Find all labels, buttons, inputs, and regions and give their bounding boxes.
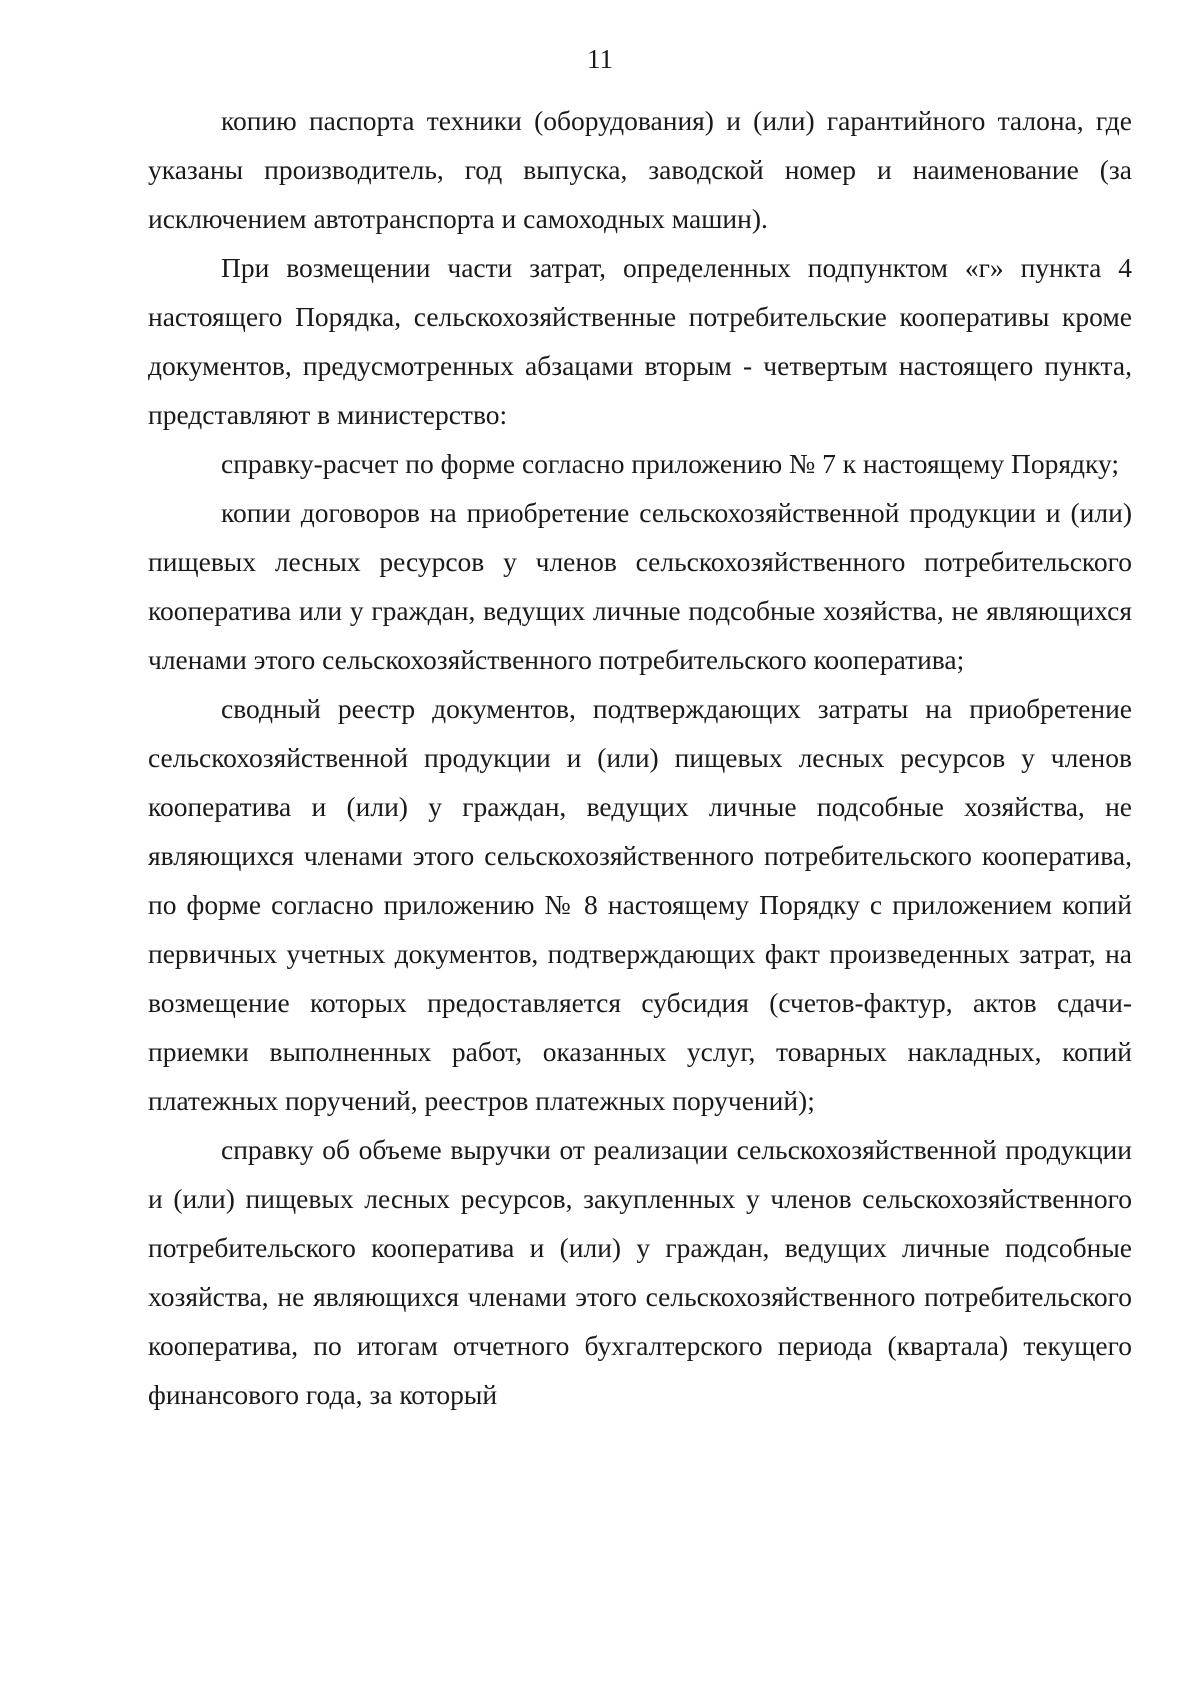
paragraph-documents-registry: сводный реестр документов, подтверждающих затраты на приобретение сельскохозяйственной продукции и (или) пищевых лесных ресурсов у членов кооператива и (или) у граждан, ведущих личные подсобные хозяйства, не являющихся членами этого сельскохозяйственного потребительского кооператива, по форме согласно приложению № 8 настоящему Порядку с приложением копий первичных учетных документов, подтверждающих факт произведенных затрат, на возмещение которых предоставляется субсидия (счетов-фактур, актов сдачи-приемки выполненных работ, оказанных услуг, товарных накладных, копий платежных поручений, реестров платежных поручений); [148, 693, 1132, 1116]
paragraph-cooperatives-requirements: При возмещении части затрат, определенных подпунктом «г» пункта 4 настоящего Порядка, сельскохозяйственные потребительские кооперативы кроме документов, предусмотренных абзацами вторым - четвертым настоящего пункта, представляют в министерство: [148, 252, 1132, 430]
document-body [148, 96, 1132, 1419]
paragraph-calculation-certificate: справку-расчет по форме согласно приложению № 7 к настоящему Порядку; [221, 448, 1120, 479]
paragraph-passport-copy: копию паспорта техники (оборудования) и (или) гарантийного талона, где указаны производитель, год выпуска, заводской номер и наименование (за исключением автотранспорта и самоходных машин). [148, 105, 1132, 234]
paragraph-contract-copies: копии договоров на приобретение сельскохозяйственной продукции и (или) пищевых лесных ресурсов у членов сельскохозяйственного потребительского кооператива или у граждан, ведущих личные подсобные хозяйства, не являющихся членами этого сельскохозяйственного потребительского кооператива; [148, 497, 1132, 675]
page-number: 11 [587, 44, 613, 74]
paragraph-revenue-certificate: справку об объеме выручки от реализации сельскохозяйственной продукции и (или) пищевых лесных ресурсов, закупленных у членов сельскохозяйственного потребительского кооператива и (или) у граждан, ведущих личные подсобные хозяйства, не являющихся членами этого сельскохозяйственного потребительского кооператива, по итогам отчетного бухгалтерского периода (квартала) текущего финансового года, за который [148, 1134, 1132, 1410]
